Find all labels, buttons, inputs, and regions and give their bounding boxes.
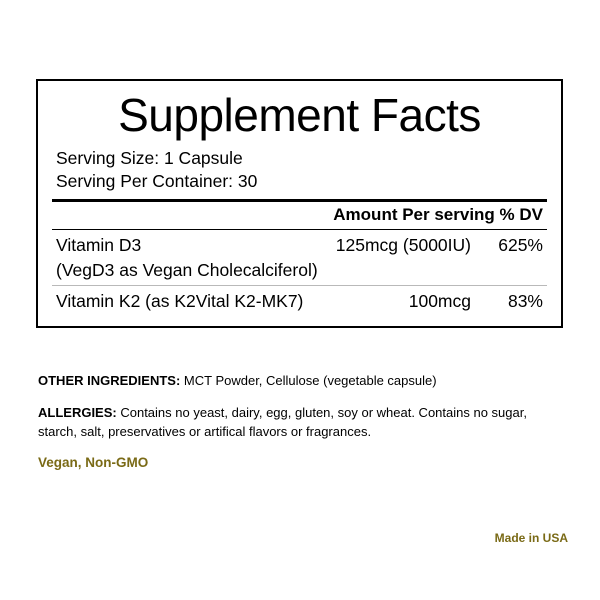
table-row-subtext — [52, 260, 547, 285]
vegan-non-gmo-badge: Vegan, Non-GMO — [38, 455, 149, 471]
other-ingredients-label: OTHER INGREDIENTS: — [38, 373, 181, 388]
nutrient-amount: 125mcg (5000IU) — [335, 235, 471, 256]
allergies — [38, 404, 568, 441]
allergies-text: Contains no yeast, dairy, egg, gluten, soy or wheat. Contains no sugar, starch, salt, preservatives or artifical flavors or fragrances. — [38, 405, 527, 439]
serving-size: Serving Size: 1 Capsule — [56, 147, 243, 168]
nutrient-name: Vitamin K2 (as K2Vital K2-MK7) — [56, 291, 304, 312]
nutrient-dv: 625% — [498, 235, 543, 256]
other-ingredients-text: MCT Powder, Cellulose (vegetable capsule) — [180, 373, 437, 388]
nutrient-subtext: (VegD3 as Vegan Cholecalciferol) — [56, 260, 318, 281]
allergies-label: ALLERGIES: — [38, 405, 117, 421]
made-in-usa-badge: Made in USA — [494, 531, 568, 545]
nutrient-table — [52, 230, 547, 285]
supplement-facts-panel — [36, 79, 563, 328]
footnotes — [38, 372, 568, 470]
serving-per-container: Serving Per Container: 30 — [56, 171, 258, 192]
nutrient-name: Vitamin D3 — [56, 235, 142, 256]
nutrient-table-2 — [52, 286, 547, 316]
nutrient-amount: 100mcg — [408, 291, 471, 312]
table-row — [52, 286, 547, 316]
amount-per-serving-header: Amount Per serving % DV — [333, 205, 543, 225]
other-ingredients — [38, 372, 568, 390]
panel-title: Supplement Facts — [118, 89, 481, 141]
nutrient-dv: 83% — [507, 291, 543, 312]
table-row — [52, 230, 547, 260]
